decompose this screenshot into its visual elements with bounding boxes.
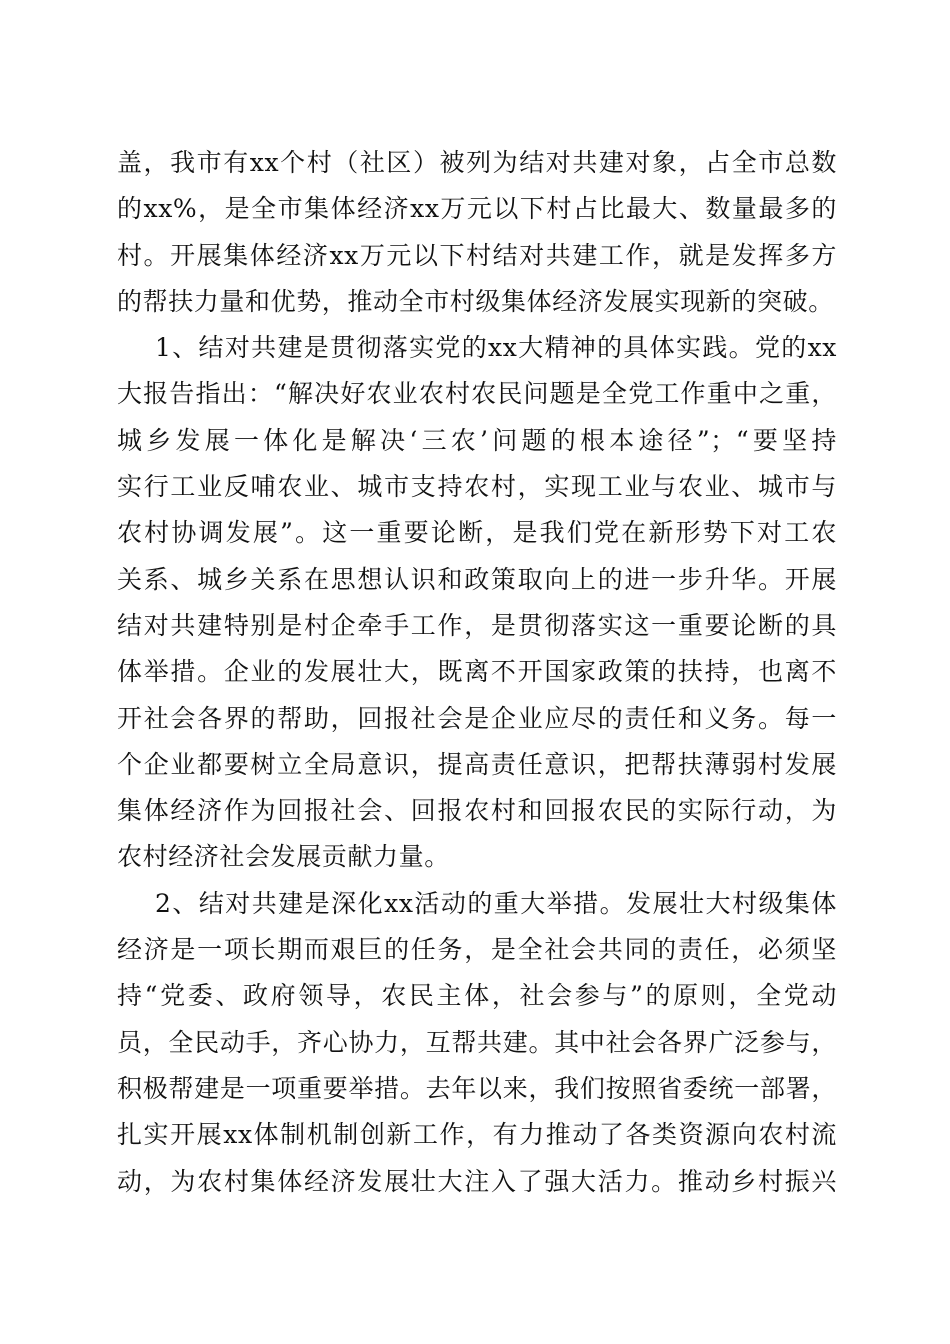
paragraph-intro-continuation bbox=[117, 140, 837, 325]
text-line: 结对共建特别是村企牵手工作，是贯彻落实这一重要论断的具 bbox=[117, 610, 837, 640]
text-line: 开社会各界的帮助，回报社会是企业应尽的责任和义务。每一 bbox=[117, 703, 837, 733]
text-line: 实行工业反哺农业、城市支持农村，实现工业与农业、城市与 bbox=[117, 472, 837, 502]
text-line: 的xx%，是全市集体经济xx万元以下村占比最大、数量最多的 bbox=[117, 194, 837, 224]
text-line: 持“党委、政府领导，农民主体，社会参与”的原则，全党动 bbox=[117, 981, 837, 1011]
text-line: 村。开展集体经济xx万元以下村结对共建工作，就是发挥多方 bbox=[117, 240, 837, 270]
text-line: 大报告指出：“解决好农业农村农民问题是全党工作重中之重， bbox=[117, 379, 837, 409]
text-line: 农村经济社会发展贡献力量。 bbox=[117, 842, 450, 872]
text-line: 农村协调发展”。这一重要论断，是我们党在新形势下对工农 bbox=[117, 518, 837, 548]
text-line: 积极帮建是一项重要举措。去年以来，我们按照省委统一部署， bbox=[117, 1073, 837, 1103]
text-line: 个企业都要树立全局意识，提高责任意识，把帮扶薄弱村发展 bbox=[117, 749, 837, 779]
text-line: 经济是一项长期而艰巨的任务，是全社会共同的责任，必须坚 bbox=[117, 935, 837, 965]
text-line: 的帮扶力量和优势，推动全市村级集体经济发展实现新的突破。 bbox=[117, 286, 834, 316]
paragraph-point-1 bbox=[117, 325, 837, 881]
text-line: 动，为农村集体经济发展壮大注入了强大活力。推动乡村振兴 bbox=[117, 1166, 837, 1196]
text-line: 员，全民动手，齐心协力，互帮共建。其中社会各界广泛参与， bbox=[117, 1027, 837, 1057]
text-line: 关系、城乡关系在思想认识和政策取向上的进一步升华。开展 bbox=[117, 564, 837, 594]
paragraph-point-2 bbox=[117, 881, 837, 1205]
text-line: 盖，我市有xx个村（社区）被列为结对共建对象，占全市总数 bbox=[117, 148, 837, 177]
text-line: 2、结对共建是深化xx活动的重大举措。发展壮大村级集体 bbox=[155, 888, 837, 918]
text-line: 城乡发展一体化是解决‘三农’问题的根本途径”；“要坚持 bbox=[117, 425, 837, 455]
document-body bbox=[117, 140, 837, 1205]
text-line: 扎实开展xx体制机制创新工作，有力推动了各类资源向农村流 bbox=[117, 1120, 837, 1150]
text-line: 1、结对共建是贯彻落实党的xx大精神的具体实践。党的xx bbox=[155, 333, 837, 363]
text-line: 集体经济作为回报社会、回报农村和回报农民的实际行动，为 bbox=[117, 796, 837, 826]
text-line: 体举措。企业的发展壮大，既离不开国家政策的扶持，也离不 bbox=[117, 657, 837, 687]
